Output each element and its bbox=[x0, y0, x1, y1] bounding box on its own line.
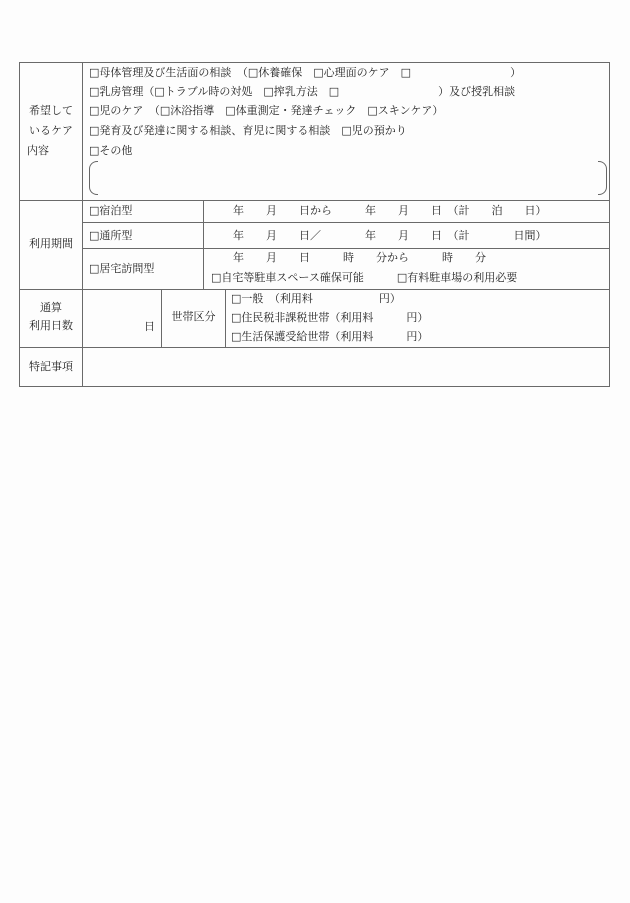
label-line: 通算 bbox=[40, 301, 62, 314]
usage-daycare-dates[interactable]: 年 月 日／ 年 月 日 （計 日間） bbox=[233, 229, 547, 242]
care-option-infant[interactable]: □児のケア （□沐浴指導 □体重測定・発達チェック □スキンケア） bbox=[89, 104, 444, 117]
label-line: 希望して bbox=[29, 104, 73, 117]
care-option-development[interactable]: □発育及び発達に関する相談、育児に関する相談 □児の預かり bbox=[89, 124, 407, 137]
special-notes-field[interactable] bbox=[83, 348, 609, 386]
usage-type-stay[interactable]: □宿泊型 bbox=[89, 204, 133, 217]
bracket-left-icon bbox=[89, 161, 98, 195]
usage-type-daycare[interactable]: □通所型 bbox=[89, 229, 133, 242]
household-category-label: 世帯区分 bbox=[171, 310, 216, 323]
household-option-welfare[interactable]: □生活保護受給世帯（利用料 円） bbox=[231, 330, 429, 343]
divider bbox=[203, 200, 204, 289]
total-days-label bbox=[20, 299, 82, 335]
special-notes-label: 特記事項 bbox=[29, 360, 73, 373]
divider bbox=[83, 248, 609, 249]
divider bbox=[20, 200, 609, 201]
days-unit: 日 bbox=[144, 320, 155, 333]
label-line: 内容 bbox=[27, 144, 49, 157]
usage-period-label: 利用期間 bbox=[29, 237, 73, 250]
other-text-field[interactable] bbox=[100, 163, 598, 191]
care-wishes-label bbox=[20, 101, 82, 161]
care-option-breast[interactable]: □乳房管理（□トラブル時の対処 □搾乳方法 □ ）及び授乳相談 bbox=[89, 85, 516, 98]
divider bbox=[225, 289, 226, 347]
care-application-table bbox=[19, 62, 610, 387]
usage-home-visit-datetime[interactable]: 年 月 日 時 分から 時 分 bbox=[233, 251, 486, 264]
household-option-tax-exempt[interactable]: □住民税非課税世帯（利用料 円） bbox=[231, 311, 429, 324]
label-line: いるケア bbox=[29, 124, 73, 137]
usage-home-visit-parking[interactable]: □自宅等駐車スペース確保可能 □有料駐車場の利用必要 bbox=[211, 271, 518, 284]
household-option-general[interactable]: □一般 （利用料 円） bbox=[231, 292, 401, 305]
care-option-maternal[interactable]: □母体管理及び生活面の相談 （□休養確保 □心理面のケア □ ） bbox=[89, 66, 522, 79]
bracket-right-icon bbox=[598, 161, 607, 195]
total-days-field[interactable] bbox=[83, 290, 145, 347]
care-option-other[interactable]: □その他 bbox=[89, 144, 133, 157]
label-line: 利用日数 bbox=[29, 319, 73, 332]
divider bbox=[83, 222, 609, 223]
usage-type-home-visit[interactable]: □居宅訪問型 bbox=[89, 262, 155, 275]
usage-stay-dates[interactable]: 年 月 日から 年 月 日 （計 泊 日） bbox=[233, 204, 547, 217]
